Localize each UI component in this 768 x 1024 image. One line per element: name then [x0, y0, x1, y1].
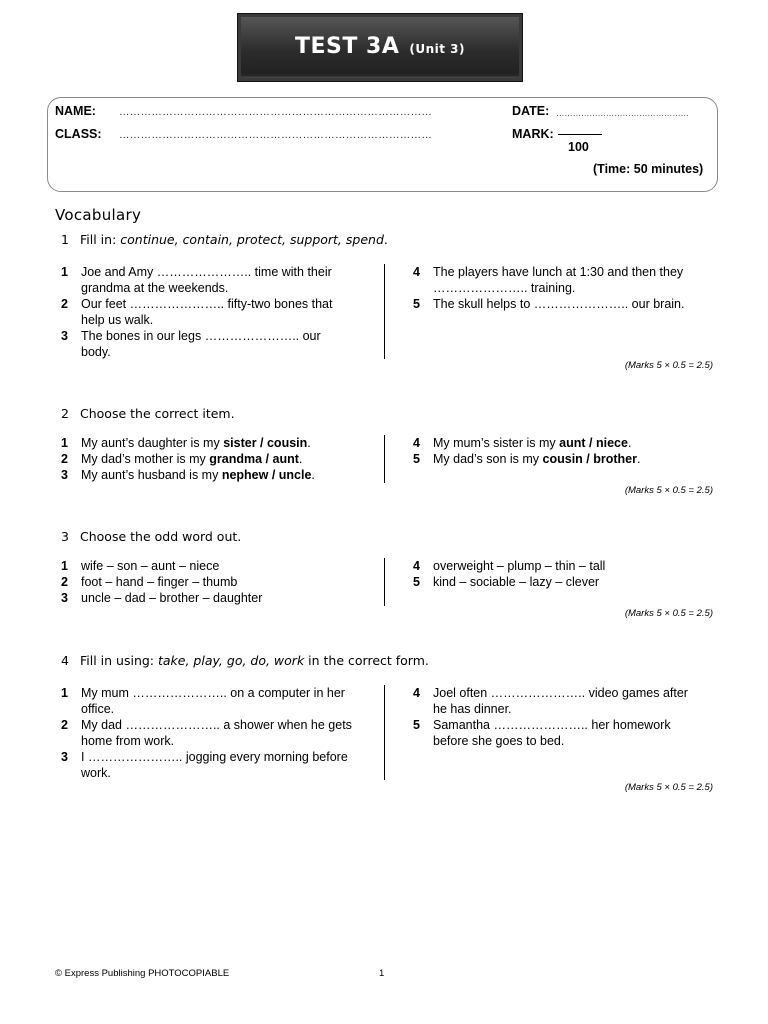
item-number: 1	[61, 686, 68, 700]
exercise-4-word-list: take, play, go, do, work	[158, 653, 305, 668]
item-line: My dad ………………….. a shower when he gets	[81, 718, 352, 732]
test-title-unit: (Unit 3)	[409, 42, 466, 56]
test-title	[238, 34, 522, 59]
footer-copyright: © Express Publishing PHOTOCOPIABLE	[55, 968, 230, 979]
exercise-1-instruction	[61, 232, 388, 247]
item-line: grandma at the weekends.	[81, 281, 229, 295]
item-number: 2	[61, 297, 68, 311]
item-number: 5	[413, 297, 420, 311]
item-text	[433, 717, 671, 749]
item-text	[81, 467, 315, 483]
class-label: CLASS:	[55, 127, 102, 141]
item-text: uncle – dad – brother – daughter	[81, 591, 263, 605]
exercise-2-marks: (Marks 5 × 0.5 = 2.5)	[624, 485, 713, 496]
item-text	[433, 685, 688, 717]
item-text: The skull helps to ………………….. our brain.	[433, 297, 685, 311]
item-line: The players have lunch at 1:30 and then they	[433, 265, 684, 279]
mark-label: MARK:	[512, 127, 554, 141]
date-field[interactable]: …………………………………………	[556, 108, 689, 118]
item-number: 4	[413, 265, 420, 279]
item-line: Joe and Amy ………………….. time with their	[81, 265, 332, 279]
item-number: 4	[413, 559, 420, 573]
item-number: 5	[413, 575, 420, 589]
exercise-3-instruction-text: Choose the odd word out.	[80, 529, 242, 544]
item-text	[81, 685, 345, 717]
item-text	[81, 328, 321, 360]
item-end: .	[298, 452, 303, 466]
test-title-main: TEST 3A	[294, 34, 400, 59]
column-divider	[384, 558, 385, 606]
exercise-1-number: 1	[61, 232, 69, 247]
mark-total: 100	[568, 140, 589, 154]
name-field[interactable]: ……………………………………………………………………………	[119, 106, 433, 118]
item-line: help us walk.	[81, 313, 154, 327]
item-line: he has dinner.	[433, 702, 512, 716]
exercise-1-marks: (Marks 5 × 0.5 = 2.5)	[624, 360, 713, 371]
exercise-2-number: 2	[61, 406, 69, 421]
column-divider	[384, 264, 385, 359]
page-number: 1	[379, 968, 385, 979]
item-line: office.	[81, 702, 115, 716]
exercise-3-marks: (Marks 5 × 0.5 = 2.5)	[624, 608, 713, 619]
item-stem: My aunt’s husband is my	[81, 468, 222, 482]
mark-fraction-line	[558, 134, 602, 135]
item-stem: My mum’s sister is my	[433, 436, 560, 450]
name-label: NAME:	[55, 104, 96, 118]
item-text	[81, 264, 332, 296]
item-number: 3	[61, 468, 68, 482]
exercise-1-instruction-text: Fill in:	[80, 232, 121, 247]
item-number: 3	[61, 591, 68, 605]
item-line: body.	[81, 345, 111, 359]
item-number: 1	[61, 559, 68, 573]
exercise-4-instruction-text: Fill in using:	[80, 653, 158, 668]
item-text	[433, 435, 631, 451]
item-line: before she goes to bed.	[433, 734, 565, 748]
item-line: The bones in our legs ………………….. our	[81, 329, 321, 343]
item-text: kind – sociable – lazy – clever	[433, 575, 600, 589]
section-title: Vocabulary	[55, 206, 142, 224]
item-number: 5	[413, 718, 420, 732]
exercise-1-word-list: continue, contain, protect, support, spend	[120, 232, 384, 247]
item-number: 1	[61, 436, 68, 450]
exercise-4-marks: (Marks 5 × 0.5 = 2.5)	[624, 782, 713, 793]
item-number: 3	[61, 750, 68, 764]
item-line: I ………………….. jogging every morning before	[81, 750, 348, 764]
item-line: home from work.	[81, 734, 175, 748]
exercise-4-instruction-end: in the correct form.	[304, 653, 429, 668]
item-text	[81, 749, 348, 781]
item-stem: My aunt’s daughter is my	[81, 436, 224, 450]
column-divider	[384, 435, 385, 483]
answer-options[interactable]: cousin / brother	[542, 452, 637, 466]
item-text: wife – son – aunt – niece	[81, 559, 220, 573]
class-field[interactable]: ……………………………………………………………………………	[119, 129, 433, 141]
item-stem: My dad’s son is my	[433, 452, 543, 466]
item-number: 2	[61, 575, 68, 589]
item-stem: My dad’s mother is my	[81, 452, 210, 466]
exercise-1-instruction-end: .	[383, 232, 388, 247]
date-label: DATE:	[512, 104, 550, 118]
exercise-2-instruction-text: Choose the correct item.	[80, 406, 235, 421]
item-text: foot – hand – finger – thumb	[81, 575, 238, 589]
item-text	[81, 451, 302, 467]
item-end: .	[307, 436, 311, 450]
item-number: 2	[61, 718, 68, 732]
answer-options[interactable]: aunt / niece	[559, 436, 628, 450]
item-end: .	[627, 436, 632, 450]
item-text	[433, 451, 640, 467]
item-number: 3	[61, 329, 68, 343]
item-line: ………………….. training.	[433, 281, 576, 295]
item-text	[81, 717, 352, 749]
item-text	[81, 435, 311, 451]
item-line: work.	[81, 766, 111, 780]
item-line: Joel often ………………….. video games after	[433, 686, 688, 700]
item-text	[81, 296, 332, 328]
item-number: 4	[413, 686, 420, 700]
item-line: My mum ………………….. on a computer in her	[81, 686, 345, 700]
exercise-2-instruction	[61, 406, 235, 421]
item-line: Our feet ………………….. fifty-two bones that	[81, 297, 333, 311]
exercise-3-instruction	[61, 529, 241, 544]
answer-options[interactable]: nephew / uncle	[221, 468, 312, 482]
item-end: .	[636, 452, 641, 466]
column-divider	[384, 685, 385, 780]
item-number: 1	[61, 265, 68, 279]
exercise-3-number: 3	[61, 529, 69, 544]
item-line: Samantha ………………….. her homework	[433, 718, 671, 732]
answer-options[interactable]: grandma / aunt	[209, 452, 299, 466]
item-end: .	[311, 468, 315, 482]
item-text	[433, 264, 683, 296]
item-number: 5	[413, 452, 420, 466]
item-text: overweight – plump – thin – tall	[433, 559, 606, 573]
time-limit: (Time: 50 minutes)	[593, 162, 704, 176]
test-title-banner	[237, 13, 523, 82]
item-number: 2	[61, 452, 68, 466]
exercise-4-instruction	[61, 653, 429, 668]
item-number: 4	[413, 436, 420, 450]
answer-options[interactable]: sister / cousin	[223, 436, 308, 450]
exercise-4-number: 4	[61, 653, 69, 668]
